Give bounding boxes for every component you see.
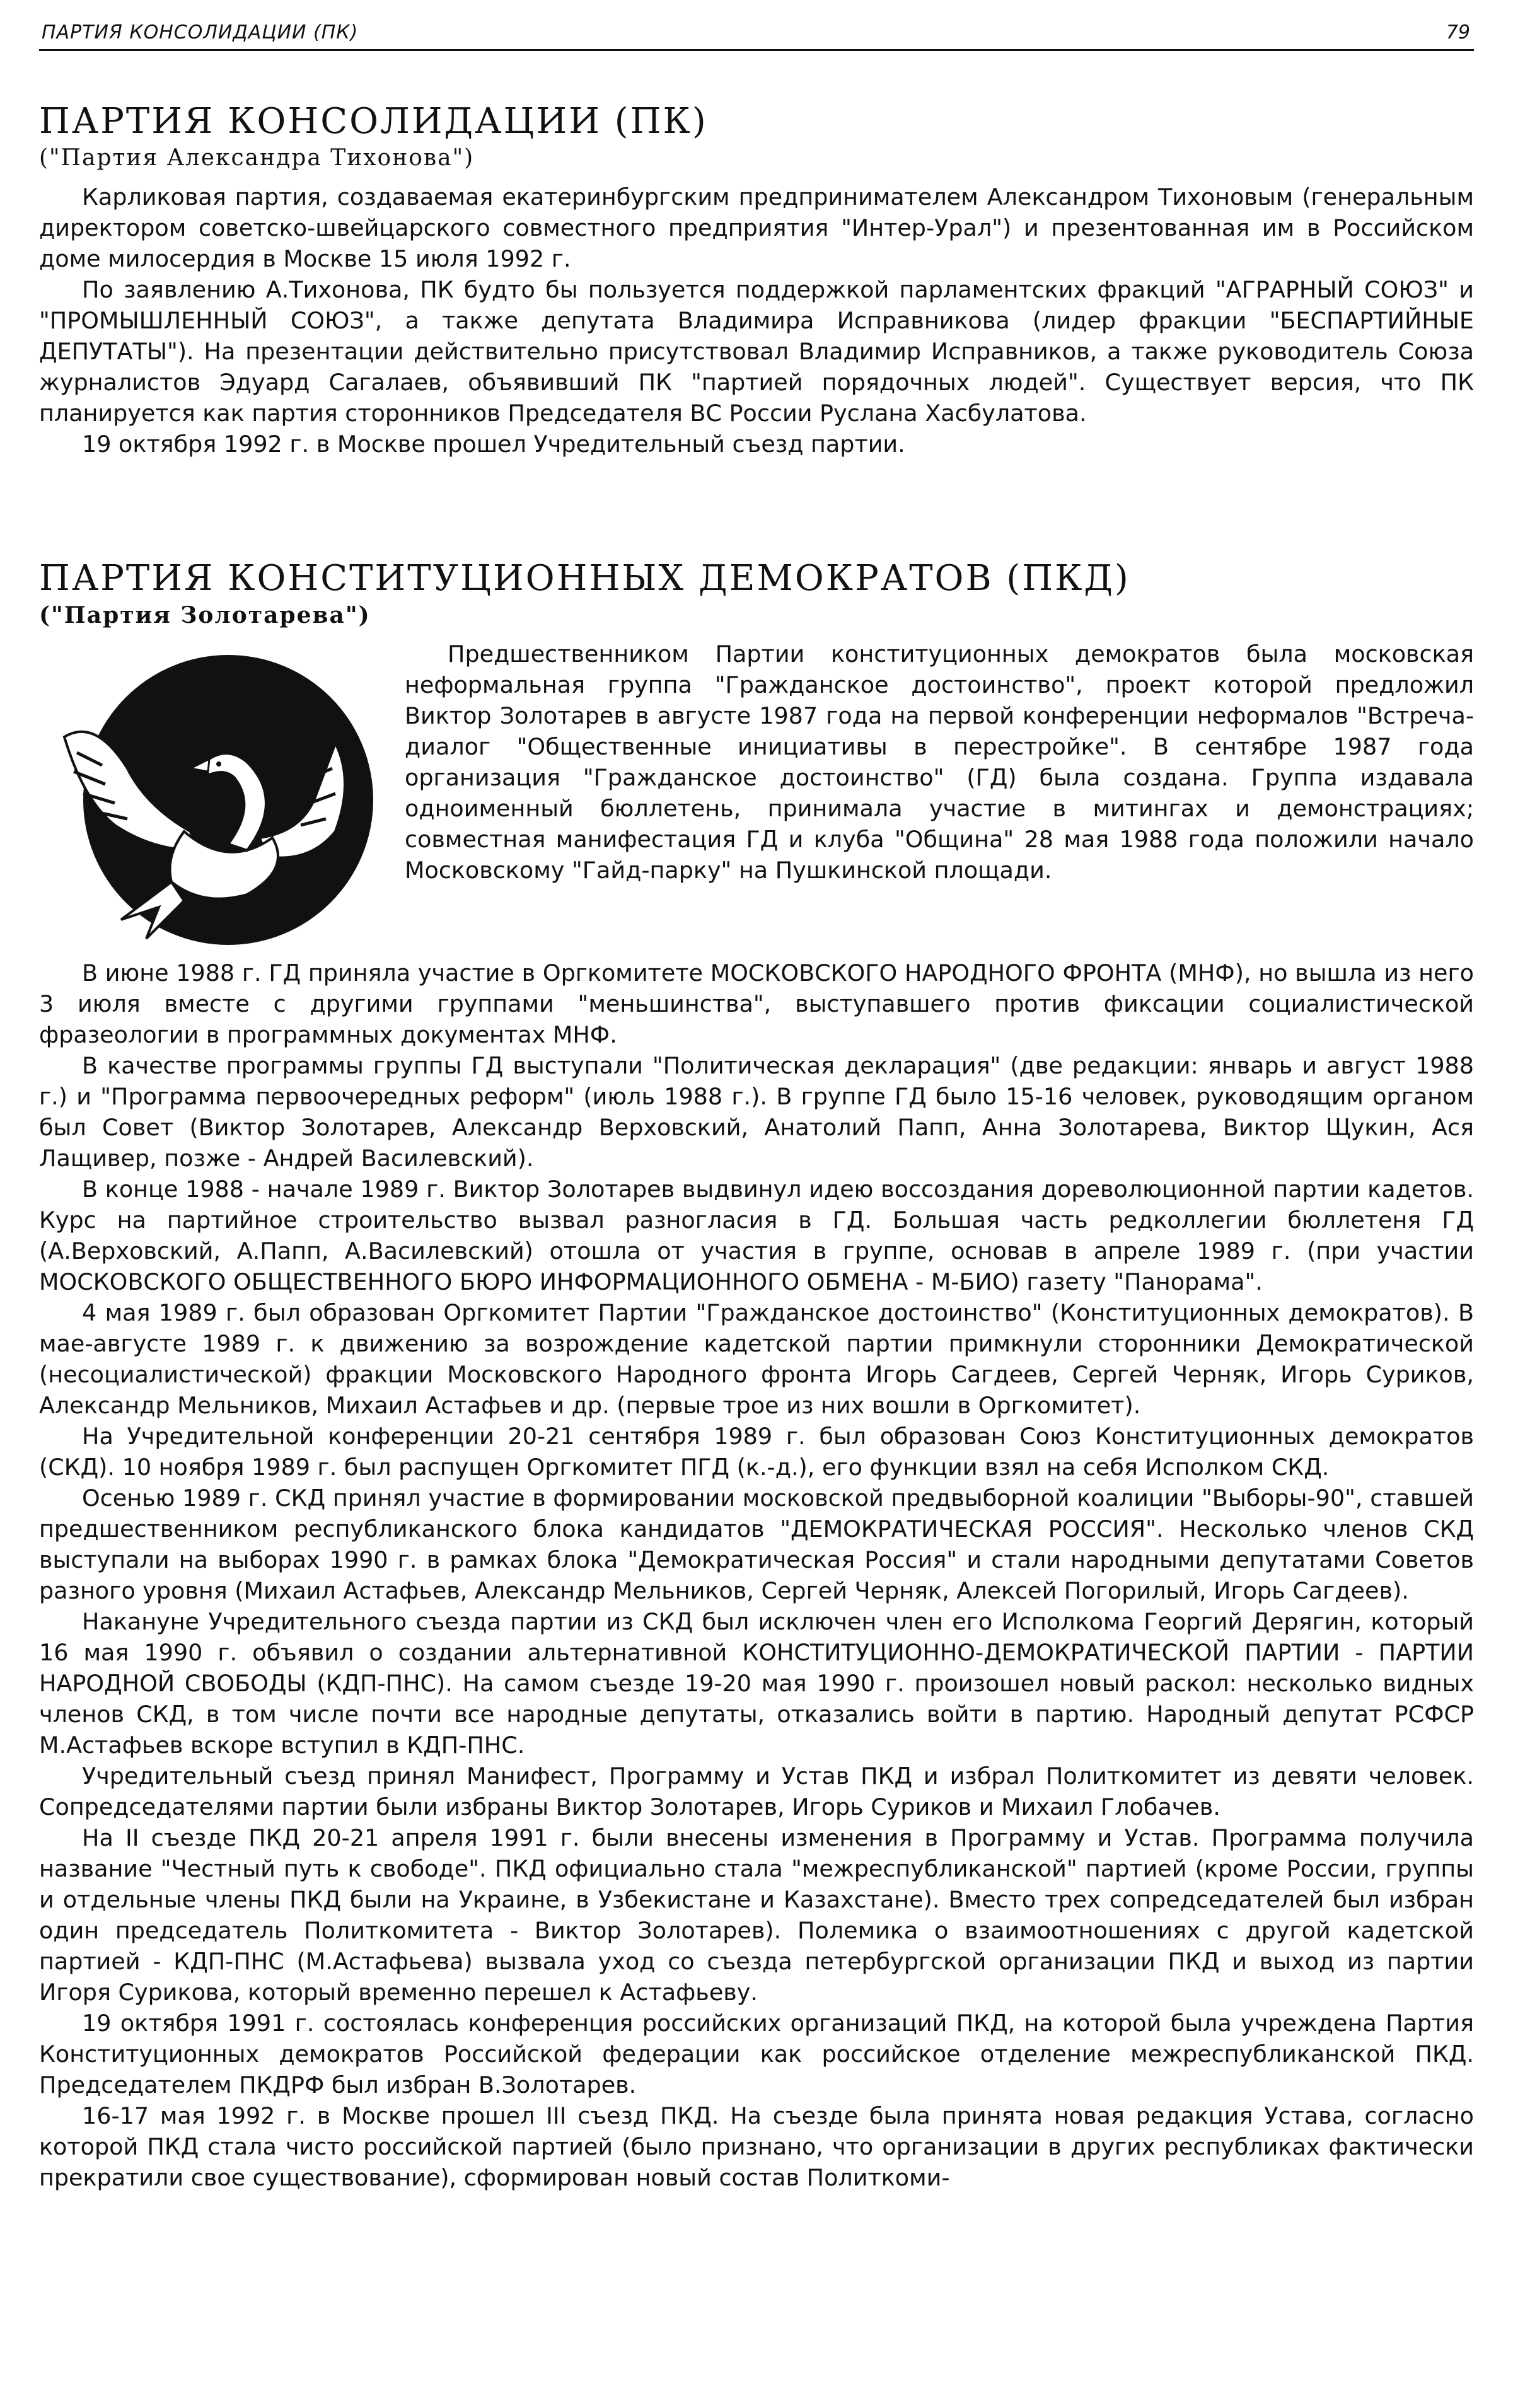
paragraph: Осенью 1989 г. СКД принял участие в формировании московской предвыборной коалиции "Выборы-90", ставшей предшественником республиканского блока кандидатов "ДЕМОКРАТИЧЕСКАЯ РОССИЯ". Несколько членов СКД выступали на выборах 1990 г. в рамках блока "Демократическая Россия" и стали народными депутатами Советов разного уровня (Михаил Астафьев, Александр Мельников, Сергей Черняк, Алексей Погорилый, Игорь Сагдеев).	[39, 1485, 1474, 1604]
paragraph: 19 октября 1991 г. состоялась конференция российских организаций ПКД, на которой была учреждена Партия Конституционных демократов Российской федерации как российское отделение межреспубликанской ПКД. Председателем ПКДРФ был избран В.Золотарев.	[39, 2010, 1474, 2098]
paragraph: 16-17 мая 1992 г. в Москве прошел III съезд ПКД. На съезде была принята новая редакция Устава, согласно которой ПКД стала чисто российской партией (было признано, что организации в других республиках фактически прекратили свое существование), сформирован новый состав Политкоми-	[39, 2102, 1474, 2191]
section-title: ПАРТИЯ КОНСОЛИДАЦИИ (ПК)	[39, 101, 708, 142]
paragraph: 19 октября 1992 г. в Москве прошел Учредительный съезд партии.	[82, 431, 905, 458]
section-party-consolidation	[39, 100, 1474, 460]
paragraph: Накануне Учредительного съезда партии из СКД был исключен член его Исполкома Георгий Дерягин, который 16 мая 1990 г. объявил о создании альтернативной КОНСТИТУЦИОННО-ДЕМОКРАТИЧЕСКОЙ ПАРТИИ - ПАРТИИ НАРОДНОЙ СВОБОДЫ (КДП-ПНС). На самом съезде 19-20 мая 1990 г. произошел новый раскол: несколько видных членов СКД, в том числе почти все народные депутаты, отказались войти в партию. Народный депутат РСФСР М.Астафьев вскоре вступил в КДП-ПНС.	[39, 1608, 1474, 1759]
section-subtitle: ("Партия Золотарева")	[39, 602, 371, 628]
paragraph: На Учредительной конференции 20-21 сентября 1989 г. был образован Союз Конституционных демократов (СКД). 10 ноября 1989 г. был распущен Оргкомитет ПГД (к.-д.), его функции взял на себя Исполком СКД.	[39, 1423, 1474, 1481]
paragraph: На II съезде ПКД 20-21 апреля 1991 г. были внесены изменения в Программу и Устав. Программа получила название "Честный путь к свободе". ПКД официально стала "межреспубликанской" партией (кроме России, группы и отдельные члены ПКД были на Украине, в Узбекистане и Казахстане). Вместо трех сопредседателей был избран один председатель Политкомитета - Виктор Золотарев). Полемика о взаимоотношениях с другой кадетской партией - КДП-ПНС (М.Астафьева) вызвала уход со съезда петербургской организации ПКД и выход из партии Игоря Сурикова, который временно перешел к Астафьеву.	[39, 1824, 1474, 2006]
intro-block	[39, 639, 1474, 886]
paragraph: Карликовая партия, создаваемая екатеринбургским предпринимателем Александром Тихоновым (генеральным директором советско-швейцарского совместного предприятия "Интер-Урал") и презентованная им в Российском доме милосердия в Москве 15 июля 1992 г.	[39, 183, 1474, 272]
page-number: 79	[1446, 21, 1470, 43]
section-title: ПАРТИЯ КОНСТИТУЦИОННЫХ ДЕМОКРАТОВ (ПКД)	[39, 558, 1130, 599]
paragraph: Учредительный съезд принял Манифест, Программу и Устав ПКД и избрал Политкомитет из девяти человек. Сопредседателями партии были избраны Виктор Золотарев, Игорь Суриков и Михаил Глобачев.	[39, 1763, 1474, 1820]
paragraph: Предшественником Партии конституционных демократов была московская неформальная группа "Гражданское достоинство", проект которой предложил Виктор Золотарев в августе 1987 года на первой конференции неформалов "Встреча-диалог "Общественные инициативы в перестройке". В сентябре 1987 года организация "Гражданское достоинство" (ГД) была создана. Группа издавала одноименный бюллетень, принимала участие в митингах и демонстрациях; совместная манифестация ГД и клуба "Община" 28 мая 1988 года положили начало Московскому "Гайд-парку" на Пушкинской площади.	[405, 640, 1474, 884]
paragraph: В конце 1988 - начале 1989 г. Виктор Золотарев выдвинул идею воссоздания дореволюционной партии кадетов. Курс на партийное строительство вызвал разногласия в ГД. Большая часть редколлегии бюллетеня ГД (А.Верховский, А.Папп, А.Василевский) отошла от участия в группе, основав в апреле 1989 г. (при участии МОСКОВСКОГО ОБЩЕСТВЕННОГО БЮРО ИНФОРМАЦИОННОГО ОБМЕНА - М-БИО) газету "Панорама".	[39, 1176, 1474, 1295]
section-subtitle: ("Партия Александра Тихонова")	[39, 145, 475, 171]
paragraph: В июне 1988 г. ГД приняла участие в Оргкомитете МОСКОВСКОГО НАРОДНОГО ФРОНТА (МНФ), но вышла из него 3 июля вместе с другими группами "меньшинства", выступавшего против фиксации социалистической фразеологии в программных документах МНФ.	[39, 959, 1474, 1048]
paragraph: По заявлению А.Тихонова, ПК будто бы пользуется поддержкой парламентских фракций "АГРАРНЫЙ СОЮЗ" и "ПРОМЫШЛЕННЫЙ СОЮЗ", а также депутата Владимира Исправникова (лидер фракции "БЕСПАРТИЙНЫЕ ДЕПУТАТЫ"). На презентации действительно присутствовал Владимир Исправников, а также руководитель Союза журналистов Эдуард Сагалаев, объявивший ПК "партией порядочных людей". Существует версия, что ПК планируется как партия сторонников Председателя ВС России Руслана Хасбулатова.	[39, 276, 1474, 427]
paragraph: 4 мая 1989 г. был образован Оргкомитет Партии "Гражданское достоинство" (Конституционных демократов). В мае-августе 1989 г. к движению за возрождение кадетской партии примкнули сторонники Демократической (несоциалистической) фракции Московского Народного фронта Игорь Сагдеев, Сергей Черняк, Игорь Суриков, Александр Мельников, Михаил Астафьев и др. (первые трое из них вошли в Оргкомитет).	[39, 1299, 1474, 1419]
swan-emblem-icon	[39, 642, 392, 958]
document-page	[39, 18, 1474, 2394]
paragraph: В качестве программы группы ГД выступали "Политическая декларация" (две редакции: январь и август 1988 г.) и "Программа первоочередных реформ" (июль 1988 г.). В группе ГД было 15-16 человек, руководящим органом был Совет (Виктор Золотарев, Александр Верховский, Анатолий Папп, Анна Золотарева, Виктор Щукин, Ася Лащивер, позже - Андрей Василевский).	[39, 1052, 1474, 1172]
running-header	[39, 18, 1474, 51]
section-constitutional-democrats	[39, 557, 1474, 2193]
running-title: ПАРТИЯ КОНСОЛИДАЦИИ (ПК)	[42, 21, 359, 43]
